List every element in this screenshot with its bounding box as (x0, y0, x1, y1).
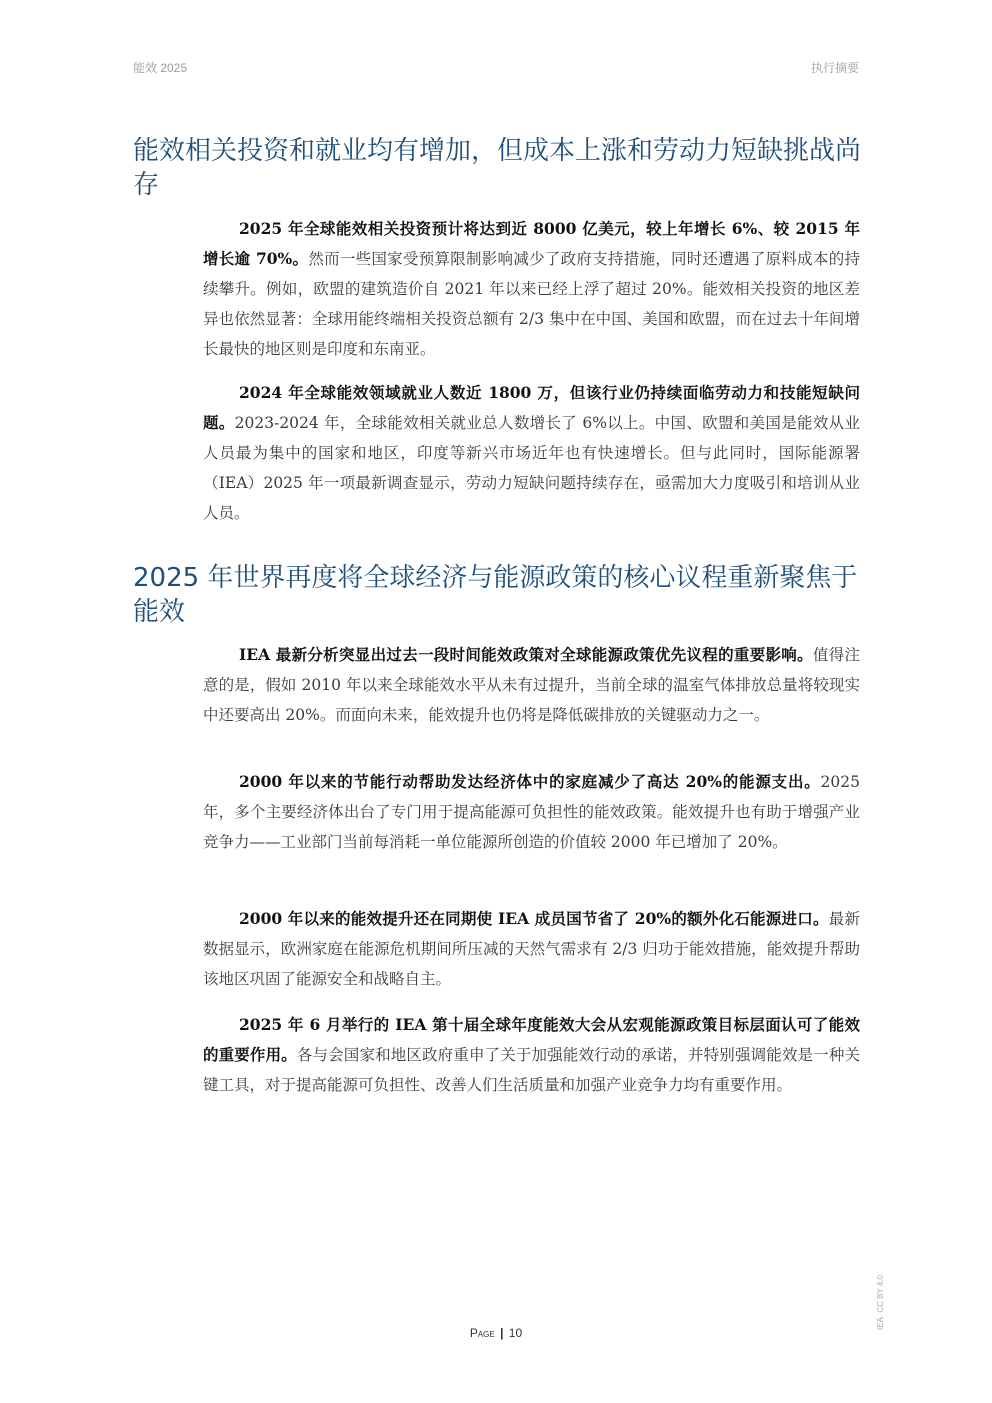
paragraph-conference (203, 1010, 860, 1100)
paragraph-employment (203, 378, 860, 528)
page-separator: | (500, 1326, 504, 1340)
section-heading-policy-focus: 2025 年世界再度将全球经济与能源政策的核心议程重新聚焦于能效 (133, 563, 858, 627)
paragraph-energy-security (203, 904, 860, 994)
paragraph-policy-impact (203, 640, 860, 730)
page-label: Page (469, 1326, 495, 1340)
running-header-section: 执行摘要 (810, 61, 859, 75)
section-heading-investment-jobs: 能效相关投资和就业均有增加，但成本上涨和劳动力短缺挑战尚存 (133, 136, 862, 200)
page-footer (0, 1326, 992, 1340)
paragraph-lead: 2000 年以来的能效提升还在同期使 IEA 成员国节省了 20%的额外化石能源进口。 (239, 909, 829, 928)
paragraph-body: 2025 年，多个主要经济体出台了专门用于提高能源可负担性的能效政策。能效提升也有助于增强产业竞争力——工业部门当前每消耗一单位能源所创造的价值较 2000 年已增加了 20%。 (203, 773, 860, 851)
paragraph-lead: 2000 年以来的节能行动帮助发达经济体中的家庭减少了高达 20%的能源支出。 (239, 772, 821, 791)
license-note: IEA. CC BY 4.0. (876, 1272, 885, 1330)
paragraph-body: 各与会国家和地区政府重申了关于加强能效行动的承诺，并特别强调能效是一种关键工具，对于提高能源可负担性、改善人们生活质量和加强产业竞争力均有重要作用。 (203, 1046, 860, 1094)
running-header-title: 能效 2025 (133, 61, 188, 75)
paragraph-body: 然而一些国家受预算限制影响减少了政府支持措施，同时还遭遇了原料成本的持续攀升。例如，欧盟的建筑造价自 2021 年以来已经上浮了超过 20%。能效相关投资的地区差异也依然显著：全球用能终端相关投资总额有 2/3 集中在中国、美国和欧盟，而在过去十年间增长最快的地区则是印度和东南亚。 (203, 250, 860, 358)
paragraph-lead: IEA 最新分析突显出过去一段时间能效政策对全球能源政策优先议程的重要影响。 (239, 645, 813, 664)
paragraph-body: 2023-2024 年，全球能效相关就业总人数增长了 6%以上。中国、欧盟和美国是能效从业人员最为集中的国家和地区，印度等新兴市场近年也有快速增长。但与此同时，国际能源署（IEA）2025 年一项最新调查显示，劳动力短缺问题持续存在，亟需加大力度吸引和培训从业人员。 (203, 414, 860, 522)
paragraph-lead: 2025 年 6 月举行的 IEA 第十届全球年度能效大会从宏观能源政策目标层面认可了能效的重要作用。 (203, 1015, 860, 1064)
paragraph-lead: 2024 年全球能效领域就业人数近 1800 万，但该行业仍持续面临劳动力和技能短缺问题。 (203, 383, 860, 432)
paragraph-investment (203, 214, 860, 364)
paragraph-body: 最新数据显示，欧洲家庭在能源危机期间所压减的天然气需求有 2/3 归功于能效措施，能效提升帮助该地区巩固了能源安全和战略自主。 (203, 910, 860, 988)
paragraph-body: 值得注意的是，假如 2010 年以来全球能效水平从未有过提升，当前全球的温室气体排放总量将较现实中还要高出 20%。而面向未来，能效提升也仍将是降低碳排放的关键驱动力之一。 (203, 646, 860, 724)
paragraph-lead: 2025 年全球能效相关投资预计将达到近 8000 亿美元，较上年增长 6%、较 2015 年增长逾 70%。 (203, 219, 860, 268)
paragraph-household-savings (203, 767, 860, 857)
page-number: 10 (508, 1326, 523, 1340)
